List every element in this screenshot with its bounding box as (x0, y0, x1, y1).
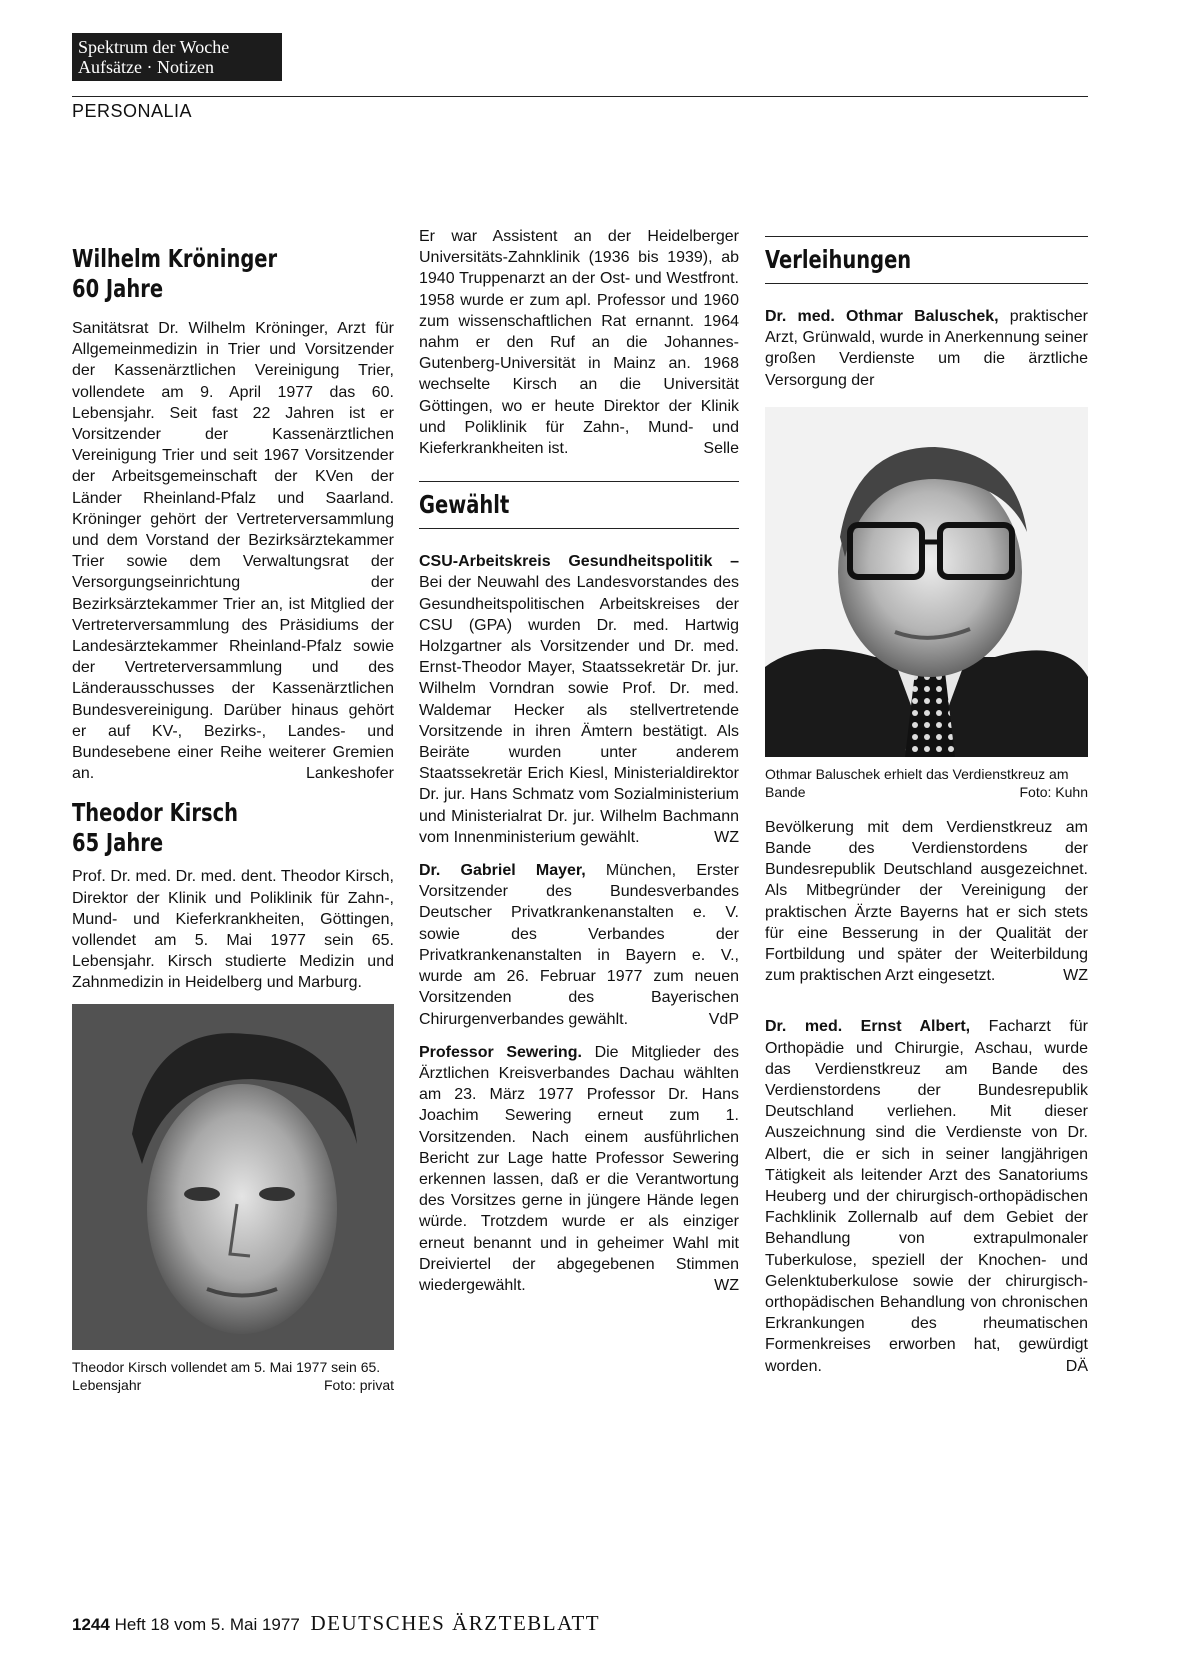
kroeninger-title-1: Wilhelm Kröninger (72, 244, 278, 273)
albert-lead: Dr. med. Ernst Albert, (765, 1018, 971, 1036)
verleihungen-title: Verleihungen (765, 245, 912, 274)
kroeninger-title-2: 60 Jahre (72, 274, 164, 303)
kirsch-cont-body: Er war Assistent an der Heidelberger Universitäts-Zahnklinik (1936 bis 1939), ab 1940 Truppenarzt an der Ost- und Westfront. 1958 wurde er zum apl. Professor und 1960 zum wissenschaftlichen Rat ernannt. 1964 nahm er den Ruf an die Johannes-Gutenberg-Universität in Mainz an. 1968 wechselte Kirsch an die Universität Göttingen, wo er heute Direktor der Klinik und Poliklinik für Zahn-, Mund- und Kieferkrankheiten ist. (419, 228, 739, 458)
baluschek-caption: Othmar Baluschek erhielt das Verdienstkreuz am Bande (765, 765, 1069, 800)
baluschek-lead: Dr. med. Othmar Baluschek, (765, 308, 999, 325)
kroeninger-signature: Lankeshofer (305, 765, 394, 783)
csu-article (419, 551, 739, 848)
section-badge (72, 33, 282, 81)
baluschek-body: praktischer Arzt, Grünwald, wurde in Anerkennung seiner großen Verdienste um die ärztliche Versorgung der (765, 308, 1088, 389)
mayer-lead: Dr. Gabriel Mayer, (419, 862, 586, 880)
kirsch-photo (72, 1004, 394, 1350)
kirsch-signature: Selle (703, 440, 739, 458)
kirsch-title-2: 65 Jahre (72, 828, 164, 858)
kirsch-title-1: Theodor Kirsch (72, 798, 239, 828)
kirsch-body: Prof. Dr. med. Dr. med. dent. Theodor Kirsch, Direktor der Klinik und Poliklinik für Zahn-, Mund- und Kieferkrankheiten, Göttingen, vollendet am 5. Mai 1977 sein 65. Lebensjahr. Kirsch studierte Medizin und Zahnmedizin in Heidelberg und Marburg. (72, 868, 394, 992)
albert-article (765, 1016, 1088, 1376)
baluschek-caption-block (765, 765, 1088, 801)
csu-signature: WZ (714, 828, 739, 846)
column-3 (765, 236, 1088, 1377)
mayer-article (419, 860, 739, 1030)
kroeninger-body: Sanitätsrat Dr. Wilhelm Kröninger, Arzt für Allgemeinmedizin in Trier und Vorsitzender der Kassenärztlichen Vereinigung Trier, vollendete am 9. April 1977 das 60. Lebensjahr. Seit fast 22 Jahren ist er Vorsitzender der Kassenärztlichen Vereinigung Trier und seit 1967 Vorsitzender der Arbeitsgemeinschaft der KVen der Länder Rheinland-Pfalz und Saarland. Kröninger gehört der Vertreterversammlung und dem Vorstand der Bezirksärztekammer Trier sowie dem Verwaltungsrat der Versorgungseinrichtung der Bezirksärztekammer Trier an, ist Mitglied der Vertreterversammlung des Präsidiums der Landesärztekammer Rheinland-Pfalz sowie der Vertreterversammlung und des Länderausschusses der Kassenärztlichen Bundesvereinigung. Darüber hinaus gehört er auf KV-, Bezirks-, Landes- und Bundesebene einer Reihe weiterer Gremien an. (72, 320, 394, 783)
baluschek-photo (765, 407, 1088, 757)
albert-body: Facharzt für Orthopädie und Chirurgie, Aschau, wurde das Verdienstkreuz am Bande des Verdienstordens der Bundesrepublik Deutschland verliehen. Mit dieser Auszeichnung sind die Verdienste von Dr. Albert, die er sich in seiner langjährigen Tätigkeit als leitender Arzt des Sanatoriums Heuberg und der chirurgisch-orthopädischen Fachklinik Zollernalb auf dem Gebiet der Behandlung von extrapulmonaler Tuberkulose, speziell der Knochen- und Gelenktuberkulose sowie der chirurgisch-orthopädischen Behandlung von chronischen Erkrankungen des rheumatischen Formenkreises erworben hat, gewürdigt worden. (765, 1018, 1089, 1375)
csu-body: Bei der Neuwahl des Landesvorstandes des Gesundheitspolitischen Arbeitskreises der CSU (GPA) wurden Dr. med. Hartwig Holzgartner als Vorsitzender und Dr. med. Ernst-Theodor Mayer, Staatssekretär Dr. jur. Wilhelm Vorndran sowie Prof. Dr. med. Waldemar Hecker als stellvertretende Vorsitzende in ihren Ämtern bestätigt. Als Beiräte wurden unter anderem Staatssekretär Erich Kiesl, Ministerialdirektor Dr. jur. Hans Schmatz vom Sozialministerium und Ministerialrat Dr. jur. Wilhelm Bachmann vom Innenministerium gewählt. (419, 574, 739, 846)
badge-line-2: Aufsätze · Notizen (78, 57, 214, 77)
baluschek-cont-body: Bevölkerung mit dem Verdienstkreuz am Bande des Verdienstordens der Bundesrepublik Deutschland ausgezeichnet. Als Mitbegründer der Vereinigung der praktischen Ärzte Bayerns hat er sich stets für eine Besserung in der Qualität der Fortbildung und später der Weiterbildung zum praktischen Arzt eingesetzt. (765, 818, 1088, 985)
mayer-body: München, Erster Vorsitzender des Bundesverbandes Deutscher Privatkrankenanstalten e. V. sowie des Verbandes der Privatkrankenanstalten in Bayern e. V., wurde am 26. Februar 1977 zum neuen Vorsitzenden des Bayerischen Chirurgenverbandes gewählt. (419, 862, 739, 1028)
kirsch-continuation (419, 226, 739, 459)
baluschek-article (765, 306, 1088, 391)
header-rule (72, 96, 1088, 97)
gewaehlt-title: Gewählt (419, 490, 510, 520)
magazine-name: DEUTSCHES ÄRZTEBLATT (310, 1611, 601, 1635)
badge-line-1: Spektrum der Woche (78, 37, 230, 57)
mayer-signature: VdP (708, 1010, 739, 1028)
sewering-lead: Professor Sewering. (419, 1043, 582, 1061)
albert-signature: DÄ (1065, 1357, 1088, 1375)
page-number: 1244 (72, 1615, 110, 1634)
sewering-signature: WZ (714, 1276, 739, 1294)
kirsch-caption-block (72, 1358, 394, 1394)
kirsch-photo-credit: Foto: privat (323, 1376, 394, 1393)
kirsch-caption: Theodor Kirsch vollendet am 5. Mai 1977 sein 65. Lebensjahr (72, 1358, 381, 1393)
page-footer (72, 1611, 600, 1636)
issue-info: Heft 18 vom 5. Mai 1977 (114, 1615, 300, 1634)
column-1 (72, 244, 394, 1394)
section-label: PERSONALIA (72, 101, 193, 121)
sewering-article (419, 1042, 739, 1296)
kroeninger-article (72, 318, 394, 784)
baluschek-signature: WZ (1063, 967, 1088, 985)
sewering-body: Die Mitglieder des Ärztlichen Kreisverbandes Dachau wählten am 23. März 1977 Professor Dr. Hans Joachim Sewering erneut zum 1. Vorsitzenden. Nach einem ausführlichen Bericht zur Lage hatte Professor Sewering erkennen lassen, daß er die Verantwortung des Vorsitzes gerne in jüngere Hände legen würde. Trotzdem wurde er als einziger erneut benannt und in geheimer Wahl mit Dreiviertel der abgegebenen Stimmen wiedergewählt. (419, 1043, 740, 1294)
csu-lead: CSU-Arbeitskreis Gesundheitspolitik – (419, 553, 739, 571)
baluschek-photo-credit: Foto: Kuhn (1019, 783, 1088, 800)
column-2 (419, 226, 739, 1296)
baluschek-continuation (765, 817, 1088, 987)
